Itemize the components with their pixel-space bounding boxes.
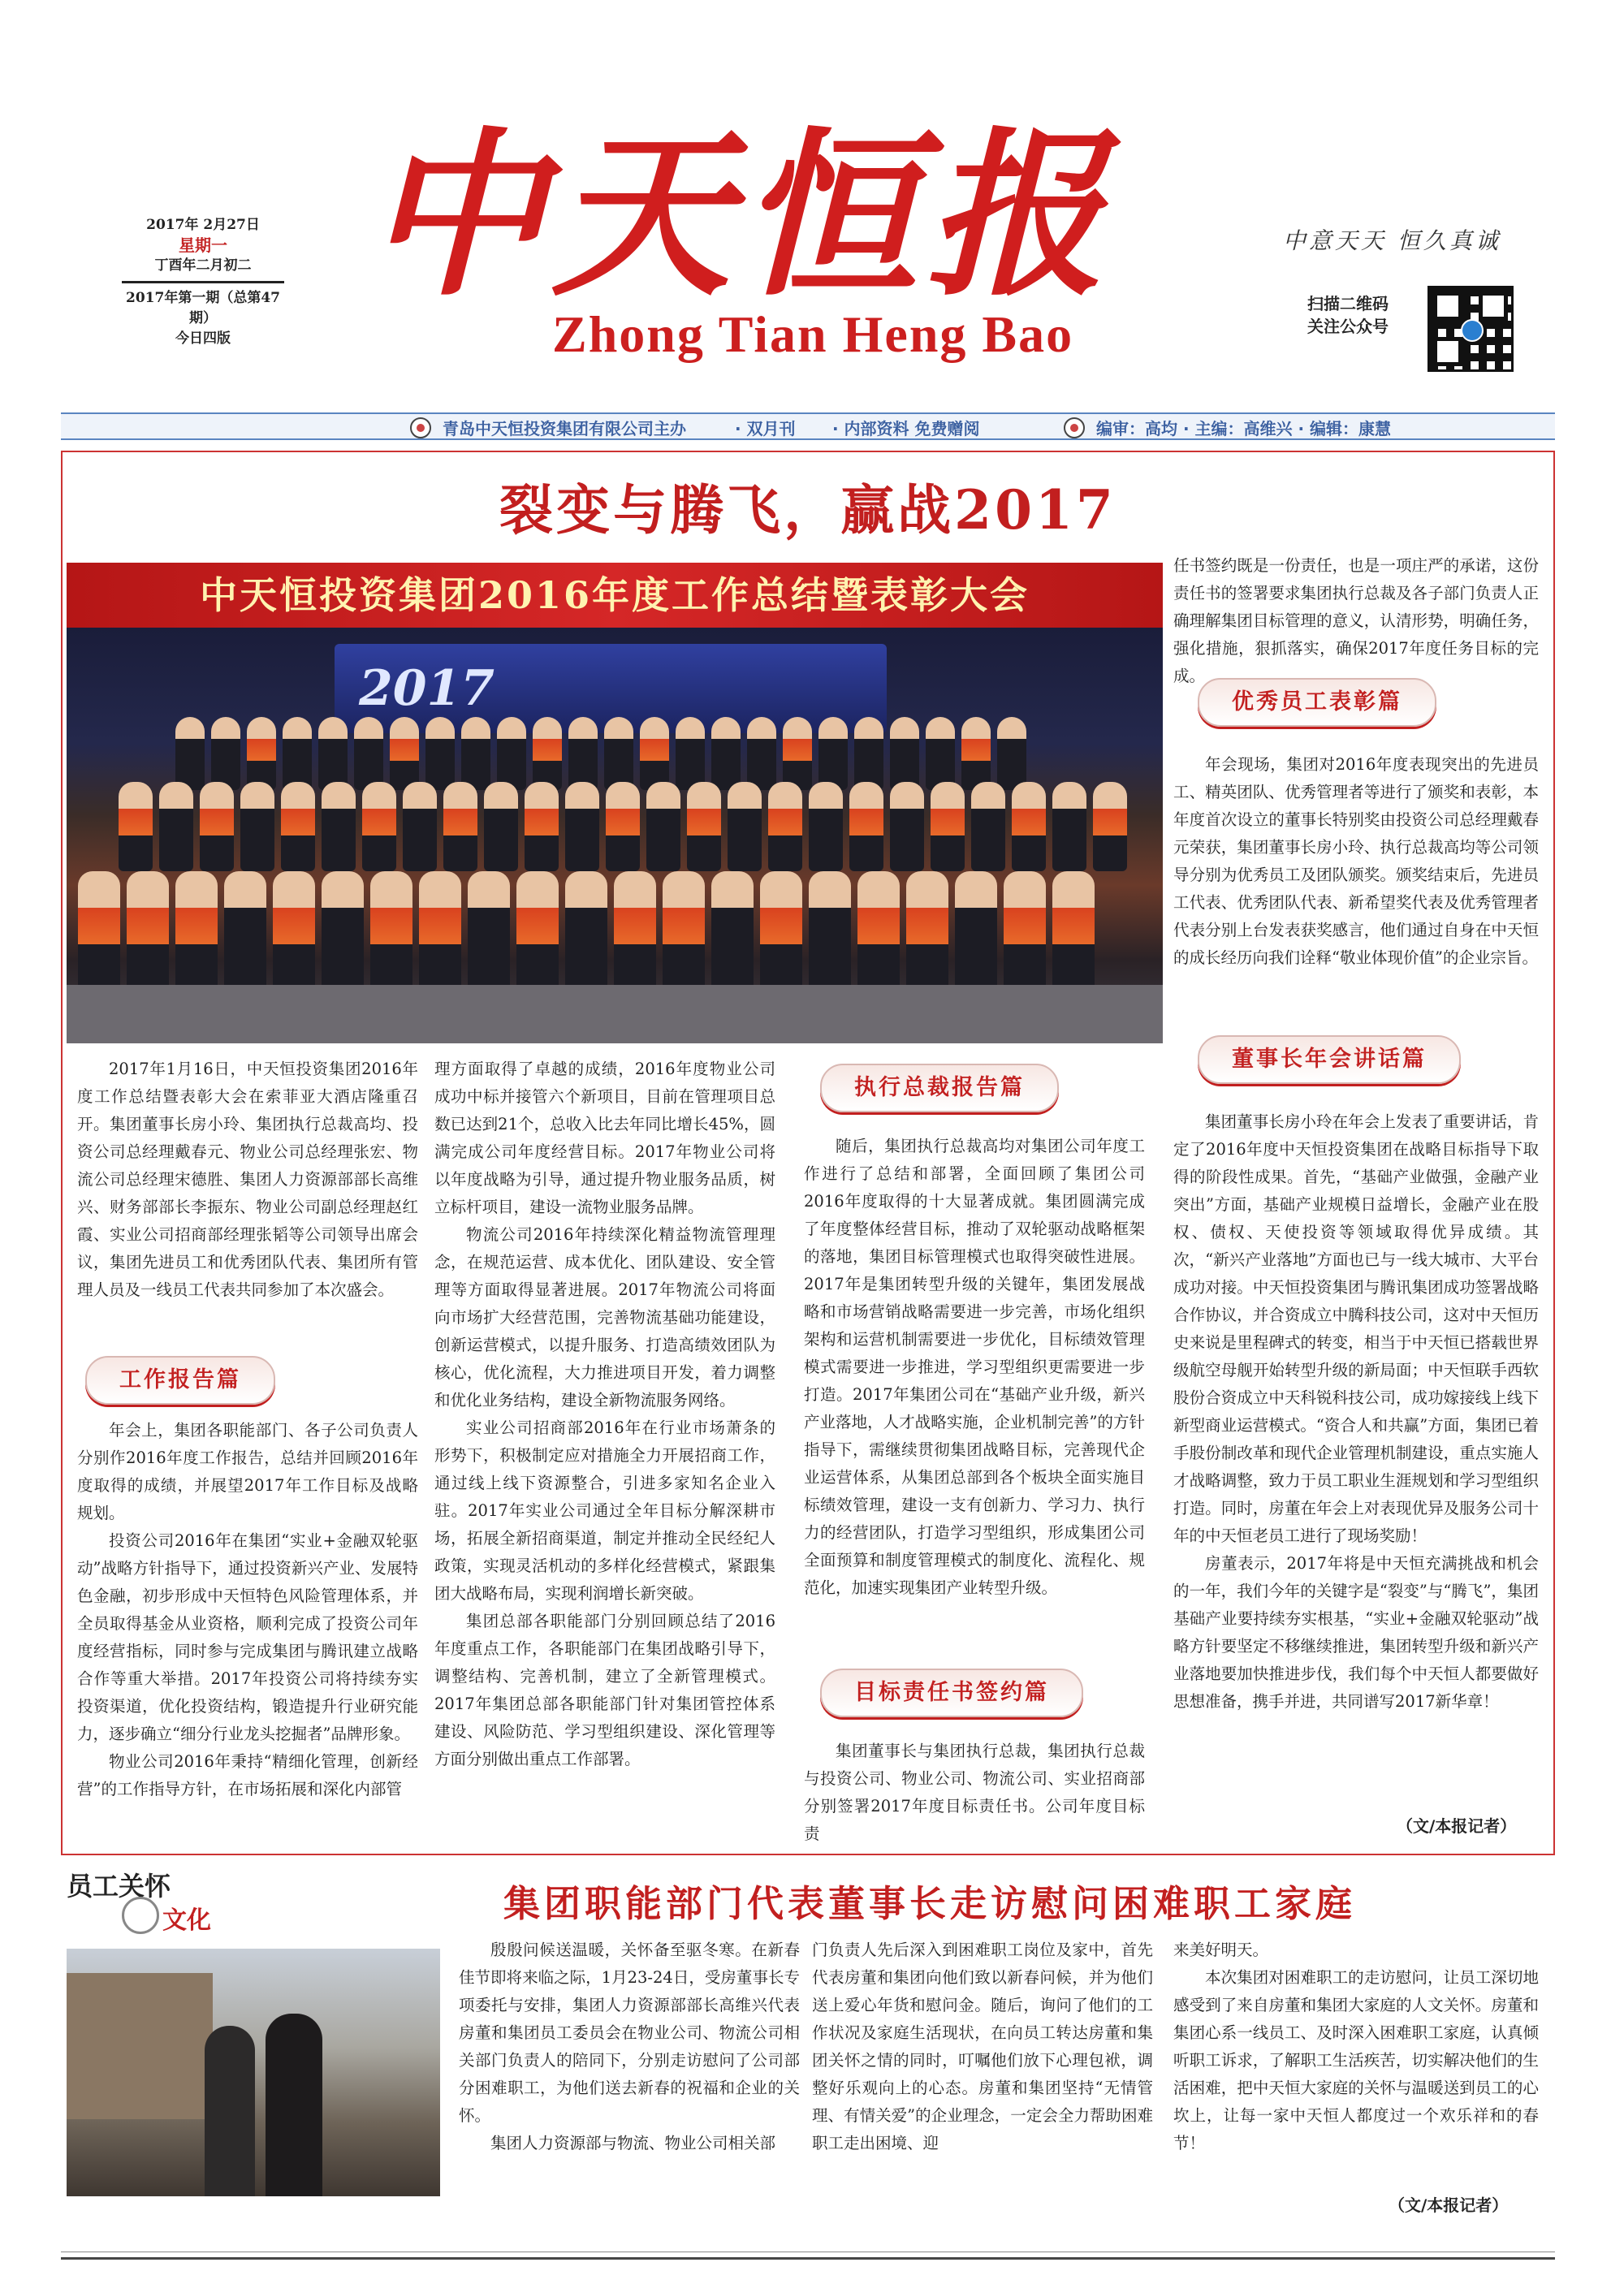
section-heading-label: 目标责任书签约篇 [820,1669,1083,1717]
issue-weekday: 星期一 [179,235,227,255]
paragraph: 年会上，集团各职能部门、各子公司负责人分别作2016年度工作报告，总结并回顾2016年度取得的成绩，并展望2017年工作目标及战略规划。 [77,1421,418,1522]
article-column-1b [77,1417,418,1803]
byline: （文/本报记者） [1397,1816,1517,1836]
photo-row [67,782,1163,874]
paragraph: 年会现场，集团对2016年度表现突出的先进员工、精英团队、优秀管理者等进行了颁奖和表彰，本年度首次设立的董事长特别奖由投资公司总经理戴春元荣获，集团董事长房小玲、执行总裁高均等公司领导分别为优秀员工及团队颁奖。颁奖结束后，先进员工代表、优秀团队代表、新希望奖代表及优秀管理者代表分别上台发表获奖感言，他们通过自身在中天恒的成长经历向我们诠释“敬业体现价值”的企业宗旨。 [1173,755,1539,967]
article-column-3 [804,1133,1145,1602]
bottom-column-1 [459,1936,800,2157]
qr-caption-line1: 扫描二维码 [1307,294,1389,313]
paragraph: 本次集团对困难职工的走访慰问，让员工深切地感受到了来自房董和集团大家庭的人文关怀。房董和集团心系一线员工、及时深入困难职工家庭，认真倾听职工诉求，了解职工生活疾苦，切实解决他们的生活困难，把中天恒大家庭的关怀与温暖送到员工的心坎上，让每一家中天恒人都度过一个欢乐祥和的春节！ [1173,1968,1539,2152]
photo-person [205,2026,255,2196]
paragraph: 任书签约既是一份责任，也是一项庄严的承诺，这份责任书的签署要求集团执行总裁及各子部门负责人正确理解集团目标管理的意义，认清形势，明确任务，强化措施，狠抓落实，确保2017年度任务目标的完成。 [1173,556,1539,685]
qr-caption [1307,292,1389,338]
paragraph: 门负责人先后深入到困难职工岗位及家中，首先代表房董和集团向他们致以新春问候，并为他们送上爱心年货和慰问金。随后，询问了他们的工作状况及家庭生活现状，在向员工转达房董和集团关怀之情的同时，叮嘱他们放下心理包袱，调整好乐观向上的心态。房董和集团坚持“无情管理、有情关爱”的企业理念，一定会全力帮助困难职工走出困境、迎 [812,1941,1153,2152]
section-heading [1190,1035,1531,1084]
culture-label: 文化 [162,1906,211,1935]
divider [61,2257,1555,2260]
stage-screen-text: 2017 [359,660,495,717]
publisher: 青岛中天恒投资集团有限公司主办 [443,419,686,438]
divider [122,281,284,283]
paragraph: 理方面取得了卓越的成绩，2016年度物业公司成功中标并接管六个新项目，目前在管理项目总数已达到21个，总收入比去年同比增长45%，圆满完成公司年度经营目标。2017年物业公司将以年度战略为引导，通过提升物业服务品质，树立标杆项目，建设一流物业服务品牌。 [434,1060,775,1216]
qr-logo-icon [1461,319,1484,342]
section-heading [1190,678,1531,727]
frequency: · 双月刊 [735,419,796,438]
paragraph: 物流公司2016年持续深化精益物流管理理念，在规范运营、成本优化、团队建设、安全管理等方面取得显著进展。2017年物流公司将面向市场扩大经营范围，完善物流基础功能建设，创新运营模式，以提升服务、打造高绩效团队为核心，优化流程，大力推进项目开发，着力调整和优化业务结构，建设全新物流服务网络。 [434,1225,775,1410]
page-count: 今日四版 [175,330,231,347]
qr-finder [1433,291,1462,321]
main-headline: 裂变与腾飞，赢战2017 [499,478,1116,542]
article-column-4b [1173,751,1539,972]
paragraph: 集团董事长房小玲在年会上发表了重要讲话，肯定了2016年度中天恒投资集团在战略目标指导下取得的阶段性成果。首先，“基础产业做强，金融产业突出”方面，基础产业规模日益增长，金融产业在股权、债权、天使投资等领域取得优异成绩。其次，“新兴产业落地”方面也已与一线大城市、大平台成功对接。中天恒投资集团与腾讯集团成功签署战略合作协议，并合资成立中腾科技公司，这对中天恒历史来说是里程碑式的转变，相当于中天恒已搭载世界级航空母舰开始转型升级的新局面；中天恒联手西软股份合资成立中天科锐科技公司，成功嫁接线上线下新型商业运营模式。“资合人和共赢”方面，集团已着手股份制改革和现代企业管理机制建设，重点实施人才战略调整，致力于员工职业生涯规划和学习型组织打造。同时，房董在年会上对表现优异及服务公司十年的中天恒老员工进行了现场奖励！ [1173,1112,1539,1545]
lunar-date: 丁酉年二月初二 [154,257,252,274]
section-heading [812,1669,1153,1717]
qr-caption-line2: 关注公众号 [1307,317,1389,336]
distribution: · 内部资料 免费赠阅 [832,419,980,438]
masthead-logo-pinyin: Zhong Tian Heng Bao [552,305,1074,363]
paragraph: 随后，集团执行总裁高均对集团公司年度工作进行了总结和部署，全面回顾了集团公司2016年度取得的十大显著成就。集团圆满完成了年度整体经营目标，推动了双轮驱动战略框架的落地，集团目标管理模式也取得突破性进展。2017年是集团转型升级的关键年，集团发展战略和市场营销战略需要进一步完善，市场化组织架构和运营机制需要进一步优化，目标绩效管理模式需要进一步推进，学习型组织更需要进一步打造。2017年集团公司在“基础产业升级，新兴产业落地，人才战略实施，企业机制完善”的方针指导下，需继续贯彻集团战略目标，完善现代企业运营体系，从集团总部到各个板块全面实施目标绩效管理，建设一支有创新力、学习力、执行力的经营团队，打造学习型组织，形成集团公司全面预算和制度管理模式的制度化、流程化、规范化，加速实现集团产业转型升级。 [804,1137,1145,1597]
article-column-4c [1173,1108,1539,1716]
bullet-icon [1064,417,1085,438]
paragraph: 集团人力资源部与物流、物业公司相关部 [490,2134,776,2152]
group-photo [67,628,1163,1043]
article-column-1 [77,1056,418,1304]
photo-row [67,871,1163,996]
paragraph: 2017年1月16日，中天恒投资集团2016年度工作总结暨表彰大会在索菲亚大酒店隆重召开。集团董事长房小玲、集团执行总裁高均、投资公司总经理戴春元、物业公司总经理张宏、物流公司总经理宋德胜、集团人力资源部部长高维兴、财务部部长李振东、物业公司副总经理赵红霞、实业公司招商部经理张韬等公司领导出席会议，集团先进员工和优秀团队代表、集团所有管理人员及一线员工代表共同参加了本次盛会。 [77,1060,418,1299]
section-heading-label: 执行总裁报告篇 [820,1064,1059,1112]
paragraph: 物业公司2016年秉持“精细化管理，创新经营”的工作指导方针，在市场拓展和深化内部管 [77,1752,418,1798]
section-heading [812,1064,1153,1112]
section-heading-label: 优秀员工表彰篇 [1198,678,1436,727]
qr-code-icon[interactable] [1427,286,1514,372]
article-column-4 [1173,552,1539,690]
event-banner: 中天恒投资集团2016年度工作总结暨表彰大会 [67,563,1163,628]
paragraph: 实业公司招商部2016年在行业市场萧条的形势下，积极制定应对措施全力开展招商工作，通过线上线下资源整合，引进多家知名企业入驻。2017年实业公司通过全年目标分解深耕市场，拓展全新招商渠道，制定并推动全民经纪人政策，实现灵活机动的多样化经营模式，紧跟集团大战略布局，实现利润增长新突破。 [434,1418,775,1603]
bottom-column-2 [812,1936,1153,2157]
photo-building [67,1973,213,2119]
photo-floor [67,985,1163,1043]
qr-finder [1433,337,1462,366]
paragraph: 房董表示，2017年将是中天恒充满挑战和机会的一年，我们今年的关键字是“裂变”与“腾飞”，集团基础产业要持续夯实根基，“实业+金融双轮驱动”战略方针要坚定不移继续推进，集团转型升级和新兴产业落地要加快推进步伐，我们每个中天恒人都要做好思想准备，携手并进，共同谱写2017新华章！ [1173,1554,1539,1711]
bottom-column-3 [1173,1936,1539,2157]
article-column-2 [434,1056,775,1773]
article-column-3b [804,1738,1145,1848]
masthead-motto: 中意天天 恒久真诚 [1283,227,1501,254]
date-block [122,215,284,349]
paragraph: 来美好明天。 [1173,1941,1269,1959]
photo-person [266,2014,322,2196]
secondary-headline: 集团职能部门代表董事长走访慰问困难职工家庭 [503,1882,1357,1925]
issue-number: 2017年第一期（总第47期） [126,290,280,326]
byline: （文/本报记者） [1389,2195,1509,2215]
masthead-logo: 中天恒报 [365,110,1113,320]
section-label: 员工关怀 [67,1871,171,1902]
paragraph: 集团总部各职能部门分别回顾总结了2016年度重点工作，各职能部门在集团战略引导下，调整结构、完善机制，建立了全新管理模式。2017年集团总部各职能部门针对集团管控体系建设、风险防范、学习型组织建设、深化管理等方面分别做出重点工作部署。 [434,1612,775,1768]
section-heading-label: 董事长年会讲话篇 [1198,1035,1461,1084]
issue-date: 2017年 2月27日 [146,217,260,233]
hand-icon [122,1897,159,1934]
section-heading [77,1356,418,1405]
editorial-staff: 编审：高均 · 主编：高维兴 · 编辑：康慧 [1096,419,1392,438]
paragraph: 殷殷问候送温暖，关怀备至驱冬寒。在新春佳节即将来临之际，1月23-24日，受房董事长专项委托与安排，集团人力资源部部长高维兴代表房董和集团员工委员会在物业公司、物流公司相关部门负责人的陪同下，分别走访慰问了公司部分困难职工，为他们送去新春的祝福和企业的关怀。 [459,1941,800,2125]
visit-photo [67,1949,440,2196]
publication-info-bar [61,412,1555,440]
bullet-icon [410,417,431,438]
paragraph: 投资公司2016年在集团“实业+金融双轮驱动”战略方针指导下，通过投资新兴产业、发展特色金融，初步形成中天恒特色风险管理体系，并全员取得基金从业资格，顺利完成了投资公司年度经营指标，同时参与完成集团与腾讯建立战略合作等重大举措。2017年投资公司将持续夯实投资渠道，优化投资结构，锻造提升行业研究能力，逐步确立“细分行业龙头挖掘者”品牌形象。 [77,1531,418,1743]
paragraph: 集团董事长与集团执行总裁，集团执行总裁与投资公司、物业公司、物流公司、实业招商部分别签署2017年度目标责任书。公司年度目标责 [804,1742,1145,1843]
section-heading-label: 工作报告篇 [85,1356,275,1405]
qr-finder [1479,291,1508,321]
